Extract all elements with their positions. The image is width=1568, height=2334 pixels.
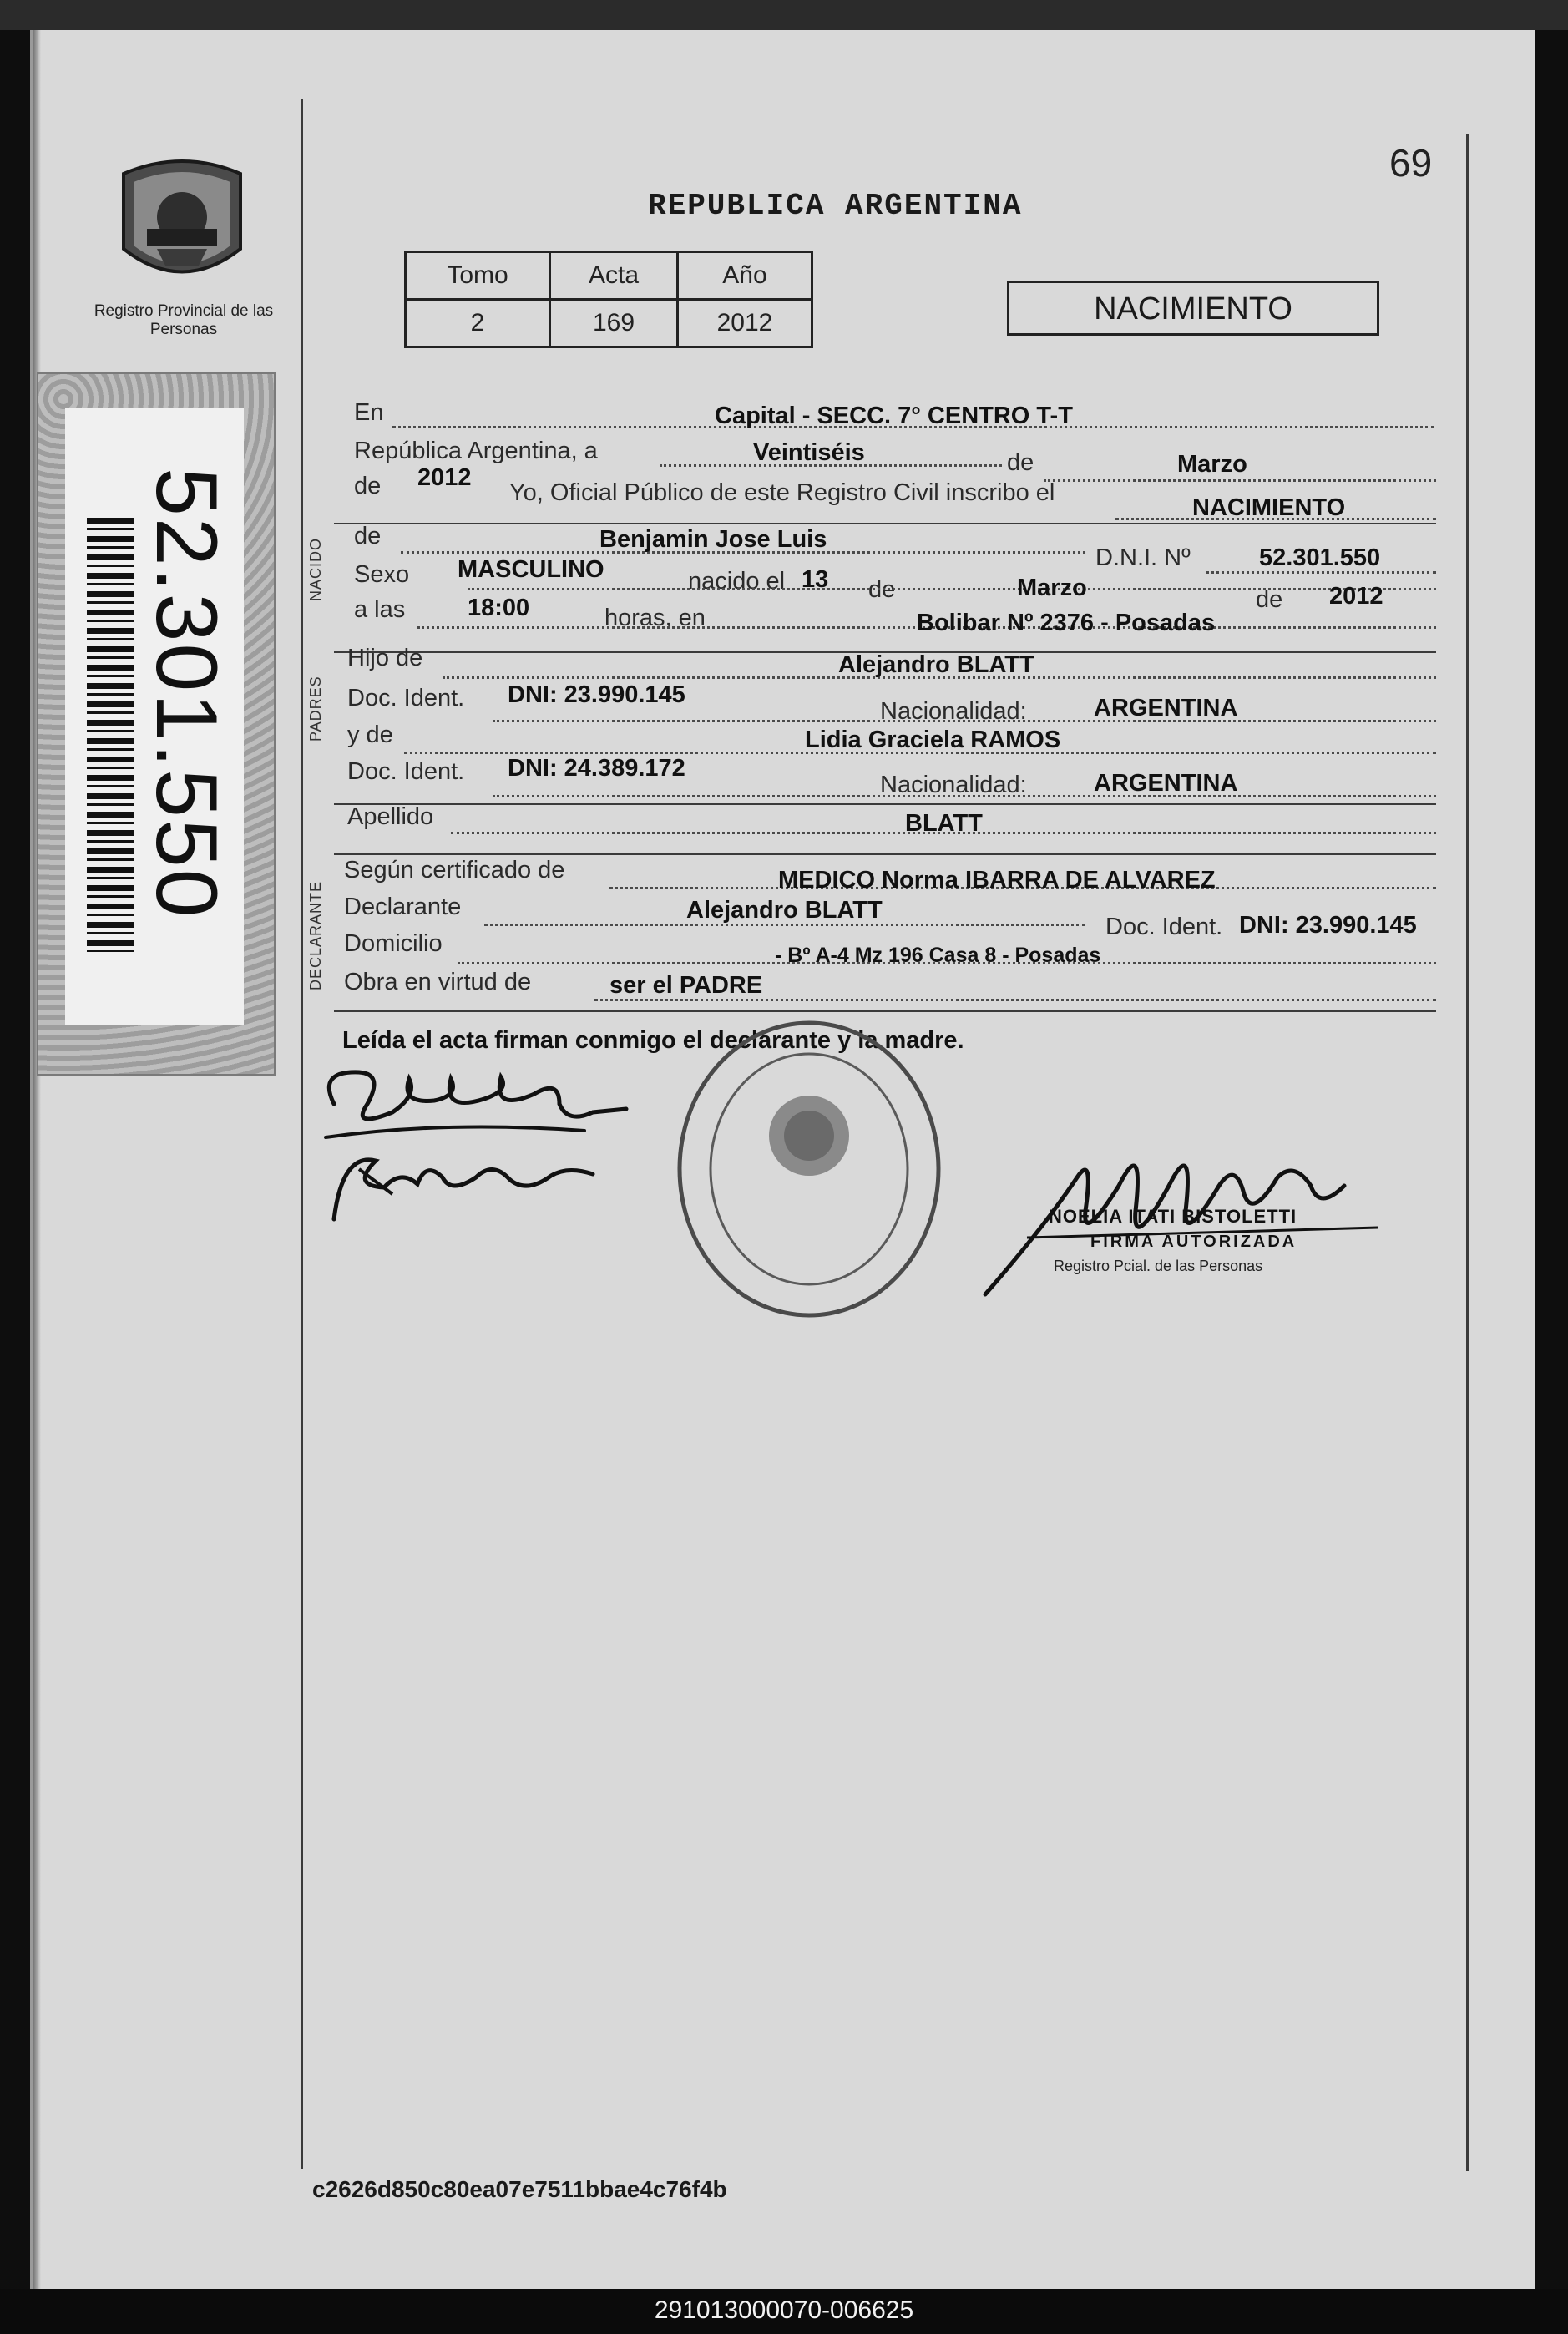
form-day-text: Veintiséis [753,439,865,466]
nacido-de-label-2: de [868,576,896,603]
padres-mother-doc: DNI: 24.389.172 [508,755,685,782]
nacido-nacido-label: nacido el [688,568,786,595]
declarante-doc-value: DNI: 23.990.145 [1239,912,1417,939]
document-hash: c2626d850c80ea07e7511bbae4c76f4b [312,2176,727,2202]
section-rule-declarante-top [334,853,1436,855]
declarante-obra-value: ser el PADRE [609,972,763,999]
padres-yde-label: y de [347,721,393,748]
record-type-box: NACIMIENTO [1007,281,1379,336]
nacido-horas-label: horas, en [604,605,706,631]
padres-nac-label: Nacionalidad: [880,698,1027,725]
padres-doc-label-2: Doc. Ident. [347,758,465,785]
registry-header-anio: Año [678,252,812,300]
form-month: Marzo [1177,451,1247,478]
official-stamp-name: NOELIA ITATI BISTOLETTI [1049,1206,1297,1227]
padres-father-doc: DNI: 23.990.145 [508,681,685,708]
declarante-label: Declarante [344,894,462,920]
declarante-domicilio-value: - Bº A-4 Mz 196 Casa 8 - Posadas [775,944,1101,967]
nacido-birth-dots [468,588,1436,590]
official-stamp-title: FIRMA AUTORIZADA [1090,1233,1297,1251]
apellido-label: Apellido [347,803,434,830]
form-month-dots [1044,479,1436,482]
registry-header-tomo: Tomo [406,252,550,300]
nacido-sexo: MASCULINO [458,556,604,583]
barcode-icon [87,518,134,952]
official-stamp-subtitle: Registro Pcial. de las Personas [1054,1258,1263,1274]
document-title: REPUBLICA ARGENTINA [648,189,1023,223]
section-rule-nacido-top [334,523,1436,524]
registry-value-acta: 169 [550,300,678,347]
declarante-obra-label: Obra en virtud de [344,969,532,995]
padres-doc-label: Doc. Ident. [347,685,465,711]
nacido-dni-label: D.N.I. Nº [1095,544,1191,571]
registry-value-anio: 2012 [678,300,812,347]
padres-mother-nat: ARGENTINA [1094,770,1238,797]
padres-father-nat: ARGENTINA [1094,695,1238,721]
nacido-birth-month: Marzo [1017,575,1087,601]
page-edge-shadow [33,30,41,2289]
padres-mother-nat-dots [493,795,1436,797]
registry-table-header-row [406,252,812,300]
seal-caption: Registro Provincial de las Personas [94,302,274,338]
closing-statement: Leída el acta firman conmigo el declarante y la madre. [342,1027,964,1054]
declarante-value: Alejandro BLATT [686,897,883,924]
form-year-label: de [354,473,382,499]
padres-father-nat-dots [493,720,1436,722]
nacido-birth-day: 13 [802,566,829,593]
section-rule-apellido-top [334,803,1436,805]
registry-header-acta: Acta [550,252,678,300]
form-inscribo-value: NACIMIENTO [1192,494,1346,521]
scan-top-band [0,0,1568,30]
registry-table-value-row [406,300,812,347]
side-label-declarante: DECLARANTE [307,880,324,990]
form-de-label: de [1007,449,1034,476]
form-inscribo-text: Yo, Oficial Público de este Registro Civil inscribo el [509,479,1055,506]
sticker-number: 52.301.550 [138,468,235,919]
left-margin-line [301,99,303,2169]
padres-mother: Lidia Graciela RAMOS [805,727,1061,753]
form-year: 2012 [417,464,472,491]
side-label-nacido: NACIDO [307,537,324,601]
registry-value-tomo: 2 [406,300,550,347]
declarante-doc-label: Doc. Ident. [1105,914,1223,940]
nacido-de-label-3: de [1256,586,1283,613]
apellido-value: BLATT [905,810,983,837]
mother-signature [317,1136,635,1228]
declarante-cert-label: Según certificado de [344,857,565,883]
padres-father: Alejandro BLATT [838,651,1034,678]
nacido-name: Benjamin Jose Luis [599,526,827,553]
nacido-de-label: de [354,523,382,549]
registry-table [404,251,813,348]
nacido-birth-year: 2012 [1329,583,1383,610]
form-en-value: Capital - SECC. 7° CENTRO T-T [715,403,1073,429]
declarante-cert-value: MEDICO Norma IBARRA DE ALVAREZ [778,867,1216,894]
declarante-domicilio-label: Domicilio [344,930,443,957]
nacido-alas-label: a las [354,596,406,623]
side-label-padres: PADRES [307,676,324,742]
provincial-seal-icon [107,149,257,299]
form-en-label: En [354,399,384,426]
registry-round-seal-icon [671,1010,947,1328]
nacido-dni: 52.301.550 [1259,544,1381,571]
form-republica-label: República Argentina, a [354,438,598,464]
footer-document-id: 291013000070-006625 [654,2296,914,2324]
padres-hijo-label: Hijo de [347,645,423,671]
page-number: 69 [1389,141,1433,185]
nacido-time: 18:00 [468,595,530,621]
nacido-sexo-label: Sexo [354,561,410,588]
nacido-place: Bolibar Nº 2376 - Posadas [917,610,1216,636]
right-margin-line [1466,134,1469,2171]
padres-nac-label-2: Nacionalidad: [880,772,1027,798]
